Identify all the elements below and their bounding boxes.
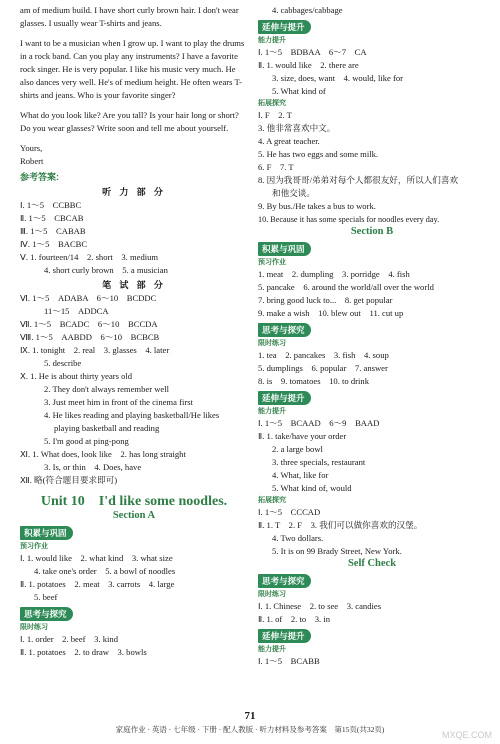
answer-line: Ⅲ. 1～5 CABAB xyxy=(20,226,86,236)
answer-line: Ⅰ. 1. Chinese 2. to see 3. candies xyxy=(258,601,382,611)
answer-line: 和他交谈。 xyxy=(272,188,315,198)
answer-line: 5. dumplings 6. popular 7. answer xyxy=(258,363,388,373)
answer-line: Ⅹ. 1. He is about thirty years old xyxy=(20,371,133,381)
subsection-label: 预习作业 xyxy=(20,543,48,550)
answer-line: 5. I'm good at ping-pong xyxy=(44,436,129,446)
answer-line: Ⅰ. 1. order 2. beef 3. kind xyxy=(20,634,118,644)
answer-line: Ⅰ. 1～5 CCBBC xyxy=(20,200,82,210)
letter-signature: Robert xyxy=(20,156,44,166)
answer-line: Ⅷ. 1～5 AABDD 6～10 BCBCB xyxy=(20,332,160,342)
answer-line: 4. take one's order 5. a bowl of noodles xyxy=(34,566,176,576)
answer-line: 4. He likes reading and playing basketball/He likes xyxy=(44,410,220,420)
answer-line: Ⅰ. 1～5 BCAAD 6～9 BAAD xyxy=(258,418,380,428)
answer-line: 4. short curly brown 5. a musician xyxy=(44,265,168,275)
answer-line: 4. A great teacher. xyxy=(258,136,320,146)
subsection-label: 限时练习 xyxy=(258,340,286,347)
answer-line: Ⅶ. 1～5 BCADC 6～10 BCCDA xyxy=(20,319,158,329)
answer-line: 5. beef xyxy=(34,592,58,602)
answer-line: 3. 他非常喜欢中文。 xyxy=(258,123,336,133)
section-banner: 思考与探究 xyxy=(258,323,311,337)
subsection-label: 限时练习 xyxy=(258,591,286,598)
answer-line: 2. a large bowl xyxy=(272,444,323,454)
section-banner: 延伸与提升 xyxy=(258,20,311,34)
listening-heading: 听 力 部 分 xyxy=(102,187,166,197)
answer-line: 10. Because it has some specials for noodles every day. xyxy=(258,215,440,224)
answer-line: Ⅰ. F 2. T xyxy=(258,110,292,120)
answer-line: 5. pancake 6. around the world/all over the world xyxy=(258,282,434,292)
section-banner: 积累与巩固 xyxy=(20,526,73,540)
letter-paragraph: I want to be a musician when I grow up. I want to play the drums in a rock band. Can you play any instruments? I have a favorite rock singer. He is very popular. I like his music very much. He also dances very well. He's of medium height. He often wears T-shirts and jeans. Who is your favorite singer? xyxy=(20,38,245,100)
answer-line: Ⅰ. 1～5 BCABB xyxy=(258,656,320,666)
unit-title: Unit 10 I'd like some noodles. xyxy=(40,494,228,509)
answer-line: 1. meat 2. dumpling 3. porridge 4. fish xyxy=(258,269,410,279)
self-check-heading: Self Check xyxy=(347,558,397,569)
answer-line: 7. bring good luck to... 8. get popular xyxy=(258,295,393,305)
answer-line: 4. What, like for xyxy=(272,470,329,480)
subsection-label: 能力提升 xyxy=(258,408,286,415)
answer-line: Ⅻ. 略(符合题目要求即可) xyxy=(20,475,118,485)
subsection-label: 预习作业 xyxy=(258,259,286,266)
answer-line: playing basketball and reading xyxy=(54,423,160,433)
subsection-label: 拓展探究 xyxy=(258,100,286,107)
answer-line: Ⅱ. 1. would like 2. there are xyxy=(258,60,359,70)
right-column xyxy=(258,4,486,668)
answer-line: Ⅱ. 1. potatoes 2. meat 3. carrots 4. large xyxy=(20,579,175,589)
answer-line: Ⅵ. 1～5 ADABA 6～10 BCDDC xyxy=(20,293,157,303)
section-banner: 思考与探究 xyxy=(20,607,73,621)
answer-line: Ⅱ. 1. T 2. F 3. 我们可以做你喜欢的汉堡。 xyxy=(258,520,423,530)
answer-line: 5. It is on 99 Brady Street, New York. xyxy=(272,546,402,556)
answers-heading: 参考答案: xyxy=(20,172,59,182)
subsection-label: 限时练习 xyxy=(20,624,48,631)
answer-line: Ⅰ. 1. would like 2. what kind 3. what size xyxy=(20,553,173,563)
subsection-label: 能力提升 xyxy=(258,646,286,653)
answer-line: 2. They don't always remember well xyxy=(44,384,170,394)
answer-line: Ⅱ. 1. take/have your order xyxy=(258,431,347,441)
answer-line: 5. What kind of xyxy=(272,86,326,96)
answer-line: Ⅱ. 1. potatoes 2. to draw 3. bowls xyxy=(20,647,147,657)
answer-line: 4. cabbages/cabbage xyxy=(272,5,343,15)
section-b-heading: Section B xyxy=(350,226,394,237)
answer-line: 5. describe xyxy=(44,358,82,368)
answer-line: Ⅱ. 1. of 2. to 3. in xyxy=(258,614,331,624)
section-banner: 思考与探究 xyxy=(258,574,311,588)
answer-line: Ⅳ. 1～5 BACBC xyxy=(20,239,88,249)
letter-paragraph: What do you look like? Are you tall? Is your hair long or short? Do you wear glasses? Write soon and tell me about yourself. xyxy=(20,110,239,133)
section-a-heading: Section A xyxy=(112,510,156,521)
answer-line: 4. Two dollars. xyxy=(272,533,324,543)
watermark: MXQE.COM xyxy=(441,730,492,740)
left-column xyxy=(20,4,248,659)
answer-line: Ⅴ. 1. fourteen/14 2. short 3. medium xyxy=(20,252,159,262)
answer-line: 11～15 ADDCA xyxy=(44,306,109,316)
answer-line: 3. three specials, restaurant xyxy=(272,457,366,467)
section-banner: 延伸与提升 xyxy=(258,391,311,405)
answer-line: 3. size, does, want 4. would, like for xyxy=(272,73,404,83)
answer-line: 8. is 9. tomatoes 10. to drink xyxy=(258,376,369,386)
answer-line: 1. tea 2. pancakes 3. fish 4. soup xyxy=(258,350,389,360)
written-heading: 笔 试 部 分 xyxy=(102,280,166,290)
answer-line: 5. What kind of, would xyxy=(272,483,352,493)
section-banner: 积累与巩固 xyxy=(258,242,311,256)
answer-line: 8. 因为我哥哥/弟弟对每个人都很友好，所以人们喜欢 xyxy=(258,175,459,185)
answer-line: 3. Just meet him in front of the cinema first xyxy=(44,397,193,407)
section-banner: 延伸与提升 xyxy=(258,629,311,643)
answer-line: Ⅰ. 1～5 BDBAA 6～7 CA xyxy=(258,47,367,57)
answer-line: Ⅰ. 1～5 CCCAD xyxy=(258,507,321,517)
page-footer: 家庭作业 · 英语 · 七年级 · 下册 · 配人教版 · 听力材料及参考答案 第15页(共32页) xyxy=(115,725,385,734)
page-number: 71 xyxy=(244,710,256,722)
answer-line: 6. F 7. T xyxy=(258,162,294,172)
subsection-label: 能力提升 xyxy=(258,37,286,44)
letter-paragraph: am of medium build. I have short curly brown hair. I don't wear glasses. I usually wear T-shirts and jeans. xyxy=(20,5,239,28)
subsection-label: 拓展探究 xyxy=(258,497,286,504)
answer-line: Ⅸ. 1. tonight 2. real 3. glasses 4. later xyxy=(20,345,170,355)
answer-line: 3. Is, or thin 4. Does, have xyxy=(44,462,142,472)
letter-closing: Yours, xyxy=(20,143,43,153)
answer-line: 9. By bus./He takes a bus to work. xyxy=(258,201,376,211)
answer-line: Ⅺ. 1. What does, look like 2. has long straight xyxy=(20,449,186,459)
answer-line: 9. make a wish 10. blew out 11. cut up xyxy=(258,308,404,318)
answer-line: 5. He has two eggs and some milk. xyxy=(258,149,379,159)
answer-line: Ⅱ. 1～5 CBCAB xyxy=(20,213,84,223)
